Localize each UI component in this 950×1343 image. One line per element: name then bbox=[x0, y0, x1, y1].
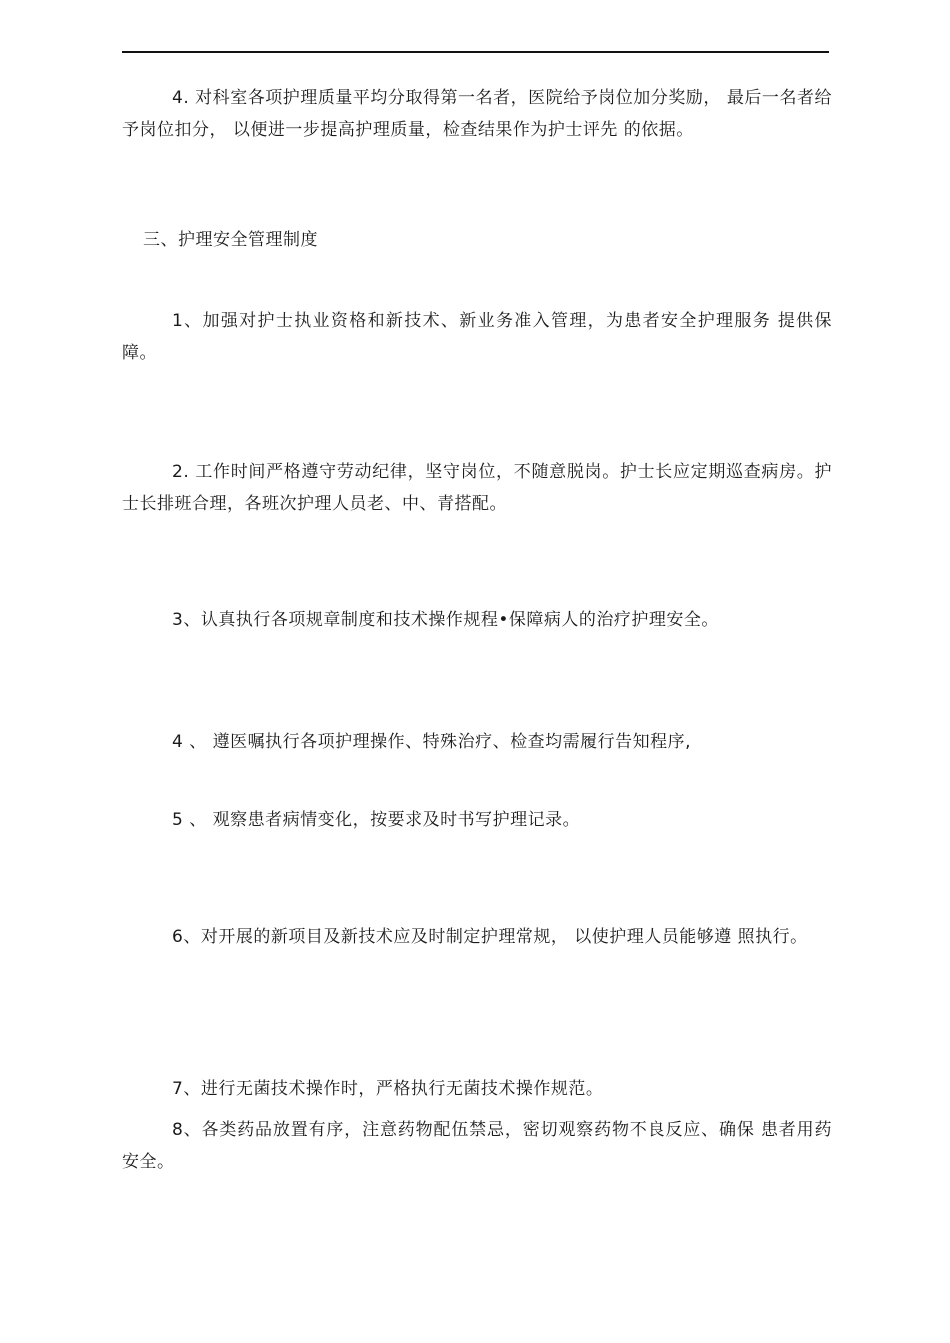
paragraph-quality-ranking: 4. 对科室各项护理质量平均分取得第一名者，医院给予岗位加分奖励， 最后一名者给予岗位扣分， 以便进一步提高护理质量，检查结果作为护士评先 的依据。 bbox=[122, 88, 832, 140]
header-rule bbox=[122, 51, 829, 53]
paragraph-item-8: 8、各类药品放置有序，注意药物配伍禁忌，密切观察药物不良反应、确保 患者用药安全。 bbox=[122, 1120, 832, 1172]
paragraph-item-2: 2. 工作时间严格遵守劳动纪律，坚守岗位，不随意脱岗。护士长应定期巡查病房。护士长排班合理，各班次护理人员老、中、青搭配。 bbox=[122, 462, 832, 514]
paragraph-item-1: 1、加强对护士执业资格和新技术、新业务准入管理，为患者安全护理服务 提供保障。 bbox=[122, 311, 832, 363]
paragraph-item-6: 6、对开展的新项目及新技术应及时制定护理常规， 以使护理人员能够遵 照执行。 bbox=[172, 927, 808, 947]
paragraph-item-3: 3、认真执行各项规章制度和技术操作规程•保障病人的治疗护理安全。 bbox=[172, 610, 719, 630]
paragraph-item-7: 7、进行无菌技术操作时，严格执行无菌技术操作规范。 bbox=[172, 1079, 604, 1099]
paragraph-item-5: 5 、 观察患者病情变化，按要求及时书写护理记录。 bbox=[172, 810, 581, 830]
section-title: 三、护理安全管理制度 bbox=[143, 230, 318, 250]
paragraph-item-4: 4 、 遵医嘱执行各项护理操作、特殊治疗、检查均需履行告知程序, bbox=[172, 732, 692, 752]
